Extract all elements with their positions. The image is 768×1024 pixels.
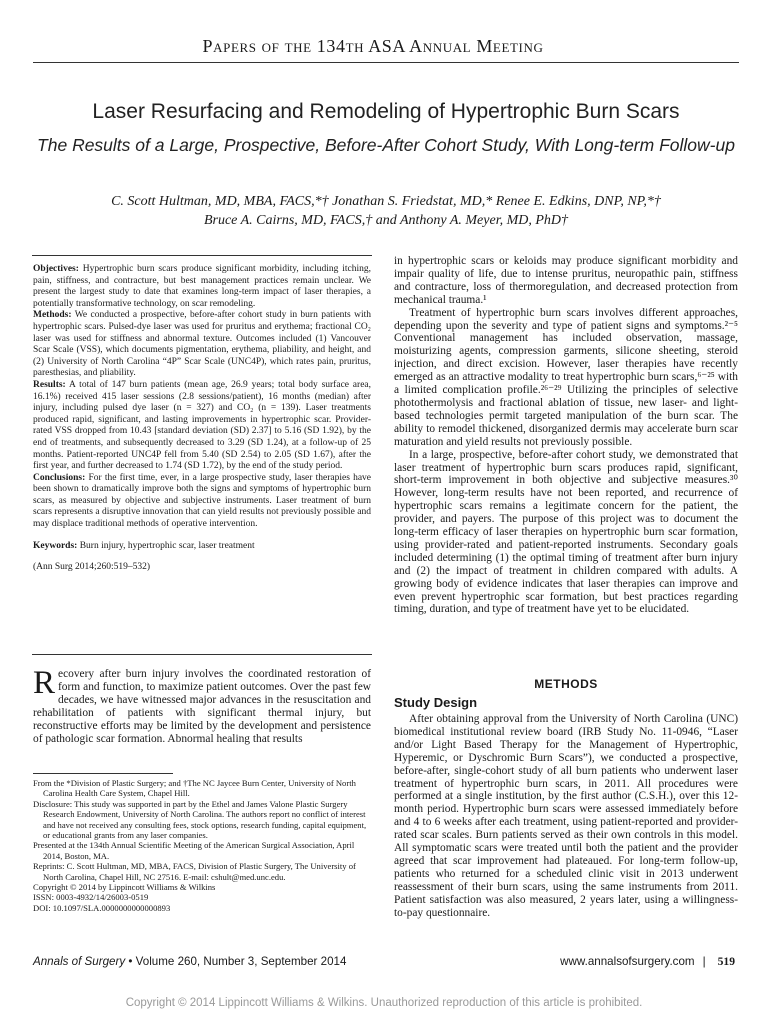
conclusions-text: For the first time, ever, in a large prospective study, laser therapies have been shown to dramatically improve both the signs and symptoms of hypertrophic burn scars, as measured by objective and subjective instruments. Laser treatment of burn scars represents a disruptive innovation that can yield results not previously possible and may displace traditional methods of operative intervention. xyxy=(33,472,372,530)
abstract-citation: (Ann Surg 2014;260:519–532) xyxy=(33,562,150,573)
footnote-affiliation: From the *Division of Plastic Surgery; and †The NC Jaycee Burn Center, University of North Carolina Health Care System, Chapel Hill. xyxy=(33,778,356,799)
footnotes xyxy=(33,778,371,913)
footer-journal-info xyxy=(33,955,346,968)
footnote-disclosure: Disclosure: This study was supported in part by the Ethel and James Valone Plastic Surgery Research Endowment, University of North Carolina. The authors report no conflict of interest and have not received any consulting fees, stock options, research funding, capital equipment, or educational grants from any laser companies. xyxy=(33,798,367,841)
study-design-heading: Study Design xyxy=(394,695,478,710)
treatment-paragraph: Treatment of hypertrophic burn scars involves different approaches, depending upon the severity and type of patient signs and symptoms.²⁻⁵ Conventional management has included observation, massage, moisturizing agents, compression garments, silicone sheeting, steroid injection, and direct excision. However, laser therapies have recently emerged as an attractive modality to treat hypertrophic burn scars,⁶⁻²⁵ with a limited complication profile.²⁶⁻²⁹ Utilizing the principles of selective photothermolysis and fractional ablation of tissue, new laser- and light-based technologies permit targeted manipulation of the burn scar. The ability to remodel thickened, disorganized dermis may accelerate burn scar maturation and yield results not previously possible. xyxy=(394,306,738,448)
objectives-text: Hypertrophic burn scars produce significant morbidity, including itching, pain, stiffness, and contracture, but best management practices remain unclear. We present the largest study to date that examines long-term impact of laser therapies, a potentially transformative technology, on scar remodeling. xyxy=(33,264,371,309)
footer-bullet: • xyxy=(128,955,136,968)
abstract-methods xyxy=(33,310,371,380)
abstract-conclusions xyxy=(33,473,371,531)
study-design-section xyxy=(394,713,738,920)
keywords-text: Burn injury, hypertrophic scar, laser treatment xyxy=(79,540,255,551)
footer-site-info xyxy=(560,955,735,968)
objectives-label: Objectives: xyxy=(33,264,79,274)
footer-separator: | xyxy=(702,955,706,968)
journal-series-header: Papers of the 134th ASA Annual Meeting xyxy=(202,36,544,56)
results-text: A total of 147 burn patients (mean age, 26.9 years; total body surface area, 16.1%) received 415 laser sessions (2.8 sessions/patient), 16 months (median) after injury, including pulsed dye laser (n = 327) and CO₂ (n = 139). Laser treatments produced rapid, significant, and lasting improvements in hypertrophic scar. Provider-rated VSS dropped from 10.43 [standard deviation (SD) 2.37] to 5.16 (SD 1.92), by the end of treatments, and subsequently decreased to 3.29 (SD 1.24), at a follow-up of 25 months. Patient-reported UNC4P fell from 5.40 (SD 2.54) to 2.05 (SD 1.67), after the first year, and further decreased to 1.74 (SD 1.72), by the end of the study period. xyxy=(33,379,371,472)
article-title: Laser Resurfacing and Remodeling of Hypertrophic Burn Scars xyxy=(92,100,680,123)
page-number: 519 xyxy=(717,955,735,968)
introduction-text: ecovery after burn injury involves the coordinated restoration of form and function, to maximize patient outcomes. Over the past few decades, we have witnessed major advances in the resuscitation and rehabilitation of patients with significant thermal injury, but reconstructive efforts may be limited by the development and persistence of pathologic scar formation. Abnormal healing that results xyxy=(33,668,371,745)
footnote-copyright: Copyright © 2014 by Lippincott Williams & Wilkins xyxy=(33,882,216,893)
abstract xyxy=(33,264,371,574)
introduction-paragraph xyxy=(33,665,371,745)
authors-line-2: Bruce A. Cairns, MD, FACS,† and Anthony A. Meyer, MD, PhD† xyxy=(203,212,569,228)
abstract-keywords xyxy=(33,541,371,553)
purpose-paragraph: In a large, prospective, before-after cohort study, we demonstrated that laser treatment of hypertrophic burn scars produces rapid, significant, short-term improvement in both objective and subjective measures.³⁰ However, long-term results have not been reported, and recurrence of hypertrophic scars remains a legitimate concern for the patient, the provider, and payers. The purpose of this project was to document the long-term efficacy of laser therapies on hypertrophic burn scar formation, using provider-rated and patient-reported instruments. Secondary goals included determining (1) the optimal timing of treatment after burn injury and (2) the impact of treatment in children compared with adults. A growing body of evidence indicates that laser therapies can improve and even prevent hypertrophic scar formation, but best practices regarding timing, duration, and type of treatment have yet to be elucidated. xyxy=(394,448,738,616)
intro-continued-paragraph: in hypertrophic scars or keloids may produce significant morbidity and impair quality of life, due to intense pruritus, neuropathic pain, stiffness and contracture, loss of thermoregulation, and decreased protection from mechanical trauma.¹ xyxy=(394,255,738,306)
authors-line-1: C. Scott Hultman, MD, MBA, FACS,*† Jonathan S. Friedstat, MD,* Renee E. Edkins, DNP, NP,*† xyxy=(111,194,661,209)
methods-text: We conducted a prospective, before-after cohort study in burn patients with hypertrophic scars. Pulsed-dye laser was used for pruritus and erythema; fractional CO₂ laser was used for stiffness and abnormal texture. Outcomes included (1) Vancouver Scar Scale (VSS), which documents pigmentation, erythema, pliability, and height, and (2) University of North Carolina “4P” Scar Scale (UNC4P), which rates pain, pruritus, paresthesias, and pliability. xyxy=(33,310,371,379)
header-rule xyxy=(33,62,739,63)
conclusions-label: Conclusions: xyxy=(33,472,86,483)
methods-heading: METHODS xyxy=(534,677,598,691)
right-column xyxy=(394,255,738,616)
abstract-objectives xyxy=(33,264,371,310)
drop-cap: R xyxy=(33,665,56,701)
footnote-rule xyxy=(33,773,173,774)
keywords-label: Keywords: xyxy=(33,540,78,551)
copyright-notice: Copyright © 2014 Lippincott Williams & Wilkins. Unauthorized reproduction of this article is prohibited. xyxy=(125,997,643,1009)
footer-website-link[interactable]: www.annalsofsurgery.com xyxy=(560,955,695,968)
article-subtitle: The Results of a Large, Prospective, Before-After Cohort Study, With Long-term Follow-up xyxy=(37,135,735,155)
footer-volume: Volume 260, Number 3, September 2014 xyxy=(135,955,347,968)
footnote-presented: Presented at the 134th Annual Scientific Meeting of the American Surgical Association, April 2014, Boston, MA. xyxy=(33,840,355,861)
footnote-issn: ISSN: 0003-4932/14/26003-0519 xyxy=(33,892,149,903)
footnote-reprints: Reprints: C. Scott Hultman, MD, MBA, FACS, Division of Plastic Surgery, The University of North Carolina, Chapel Hill, NC 27516. E-mail: cshult@med.unc.edu. xyxy=(33,861,356,882)
results-label: Results: xyxy=(33,379,66,390)
author-list xyxy=(33,193,739,230)
footnote-doi: DOI: 10.1097/SLA.0000000000000893 xyxy=(33,902,171,913)
study-design-paragraph: After obtaining approval from the University of North Carolina (UNC) biomedical institutional review board (IRB Study No. 11-0946, “Laser and/or Light Based Therapy for the Management of Hypertrophic, Hyperemic, or Dyschromic Burn Scars”), we conducted a prospective, before-after, single-cohort study of all burn patients who underwent laser treatment of hypertrophic burn scars, in 2011. All procedures were performed at a single institution, by the first author (C.S.H.), over this 12-month period. Hypertrophic burn scars were assessed immediately before and 4 to 6 weeks after each treatment, using patient-reported and provider-rated scar scales. Burn patients served as their own controls in this model. All symptomatic scars were treated until both the patient and the provider agreed that scar improvement had plateaued. For long-term follow-up, patients who returned for a scheduled clinic visit in 2013 underwent reassessment of their burn scars, using the same instruments from 2011. Patient satisfaction was also measured, 2 years later, using a willingness-to-pay questionnaire. xyxy=(394,713,738,919)
abstract-results xyxy=(33,380,371,473)
methods-label: Methods: xyxy=(33,310,72,321)
footer-journal-name: Annals of Surgery xyxy=(33,955,126,968)
